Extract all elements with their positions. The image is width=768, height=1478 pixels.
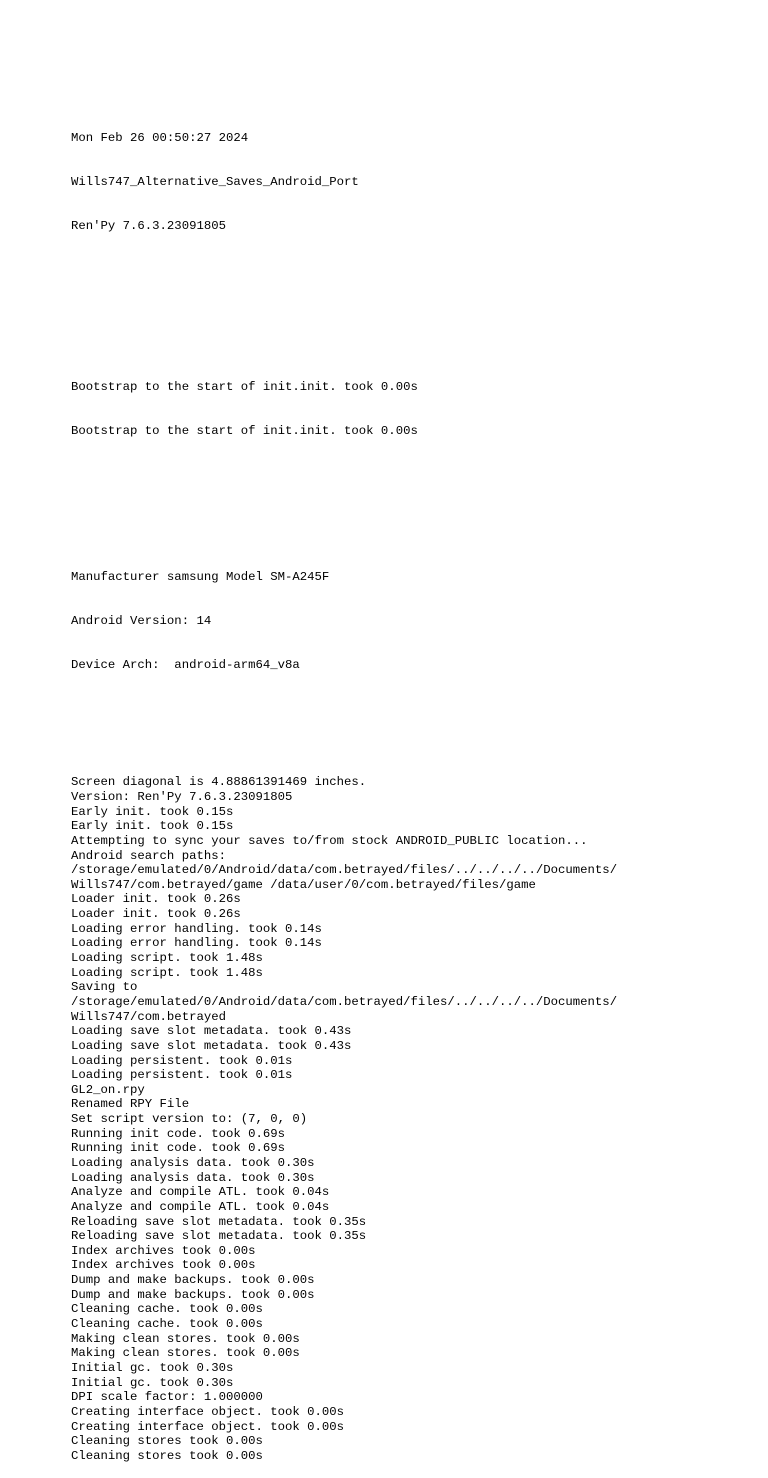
log-line: Cleaning stores took 0.00s <box>71 1448 263 1463</box>
log-line: Reloading save slot metadata. took 0.35s <box>71 1214 367 1229</box>
log-line: Cleaning cache. took 0.00s <box>71 1317 263 1332</box>
log-line: Dump and make backups. took 0.00s <box>71 1273 315 1288</box>
log-line: Loading analysis data. took 0.30s <box>71 1155 315 1170</box>
log-line: Creating interface object. took 0.00s <box>71 1404 345 1419</box>
log-device-info <box>71 541 751 702</box>
log-line: GL2_on.rpy <box>71 1082 145 1097</box>
log-line: /storage/emulated/0/Android/data/com.betrayed/files/../../../../Documents/ <box>71 863 618 878</box>
log-line: DPI scale factor: 1.000000 <box>71 1390 263 1405</box>
log-line: Android search paths: <box>71 848 226 863</box>
spacer <box>71 292 751 321</box>
log-line: Loading save slot metadata. took 0.43s <box>71 1024 352 1039</box>
log-line: Screen diagonal is 4.88861391469 inches. <box>71 775 367 790</box>
log-line: Making clean stores. took 0.00s <box>71 1331 300 1346</box>
log-line: Version: Ren'Py 7.6.3.23091805 <box>71 789 293 804</box>
log-line: Loader init. took 0.26s <box>71 892 241 907</box>
log-line: Index archives took 0.00s <box>71 1243 256 1258</box>
log-line: Index archives took 0.00s <box>71 1258 256 1273</box>
log-header <box>71 101 751 262</box>
log-line: /storage/emulated/0/Android/data/com.betrayed/files/../../../../Documents/ <box>71 994 618 1009</box>
log-line: Saving to <box>71 980 138 995</box>
log-line: Android Version: 14 <box>71 614 212 629</box>
log-line: Loading persistent. took 0.01s <box>71 1053 293 1068</box>
log-line: Bootstrap to the start of init.init. took 0.00s <box>71 423 418 438</box>
log-line: Reloading save slot metadata. took 0.35s <box>71 1229 367 1244</box>
log-line: Analyze and compile ATL. took 0.04s <box>71 1199 330 1214</box>
log-line: Early init. took 0.15s <box>71 804 234 819</box>
log-document <box>71 72 751 1478</box>
log-line: Cleaning stores took 0.00s <box>71 1434 263 1449</box>
log-line: Loading script. took 1.48s <box>71 965 263 980</box>
log-line: Loading error handling. took 0.14s <box>71 936 322 951</box>
log-line: Loading script. took 1.48s <box>71 951 263 966</box>
log-line: Attempting to sync your saves to/from stock ANDROID_PUBLIC location... <box>71 833 588 848</box>
log-line: Manufacturer samsung Model SM-A245F <box>71 570 330 585</box>
log-line: Wills747/com.betrayed <box>71 1009 226 1024</box>
log-line: Loading analysis data. took 0.30s <box>71 1170 315 1185</box>
log-line: Running init code. took 0.69s <box>71 1141 286 1156</box>
log-line: Cleaning cache. took 0.00s <box>71 1302 263 1317</box>
spacer <box>71 731 751 746</box>
log-line: Wills747_Alternative_Saves_Android_Port <box>71 174 359 189</box>
log-line: Dump and make backups. took 0.00s <box>71 1287 315 1302</box>
log-bootstrap <box>71 350 751 467</box>
log-line: Initial gc. took 0.30s <box>71 1360 234 1375</box>
log-line: Bootstrap to the start of init.init. took 0.00s <box>71 379 418 394</box>
log-line: Wills747/com.betrayed/game /data/user/0/com.betrayed/files/game <box>71 877 536 892</box>
log-main <box>71 775 751 1463</box>
log-line: Early init. took 0.15s <box>71 819 234 834</box>
log-line: Analyze and compile ATL. took 0.04s <box>71 1185 330 1200</box>
log-line: Creating interface object. took 0.00s <box>71 1419 345 1434</box>
log-line: Mon Feb 26 00:50:27 2024 <box>71 130 249 145</box>
log-line: Making clean stores. took 0.00s <box>71 1346 300 1361</box>
spacer <box>71 497 751 512</box>
log-line: Loading error handling. took 0.14s <box>71 921 322 936</box>
log-line: Loading save slot metadata. took 0.43s <box>71 1038 352 1053</box>
log-line: Initial gc. took 0.30s <box>71 1375 234 1390</box>
log-line: Set script version to: (7, 0, 0) <box>71 1112 308 1127</box>
log-line: Loading persistent. took 0.01s <box>71 1068 293 1083</box>
log-line: Renamed RPY File <box>71 1097 190 1112</box>
log-line: Ren'Py 7.6.3.23091805 <box>71 218 226 233</box>
log-line: Loader init. took 0.26s <box>71 907 241 922</box>
log-line: Device Arch: android-arm64_v8a <box>71 658 300 673</box>
log-line: Running init code. took 0.69s <box>71 1126 286 1141</box>
